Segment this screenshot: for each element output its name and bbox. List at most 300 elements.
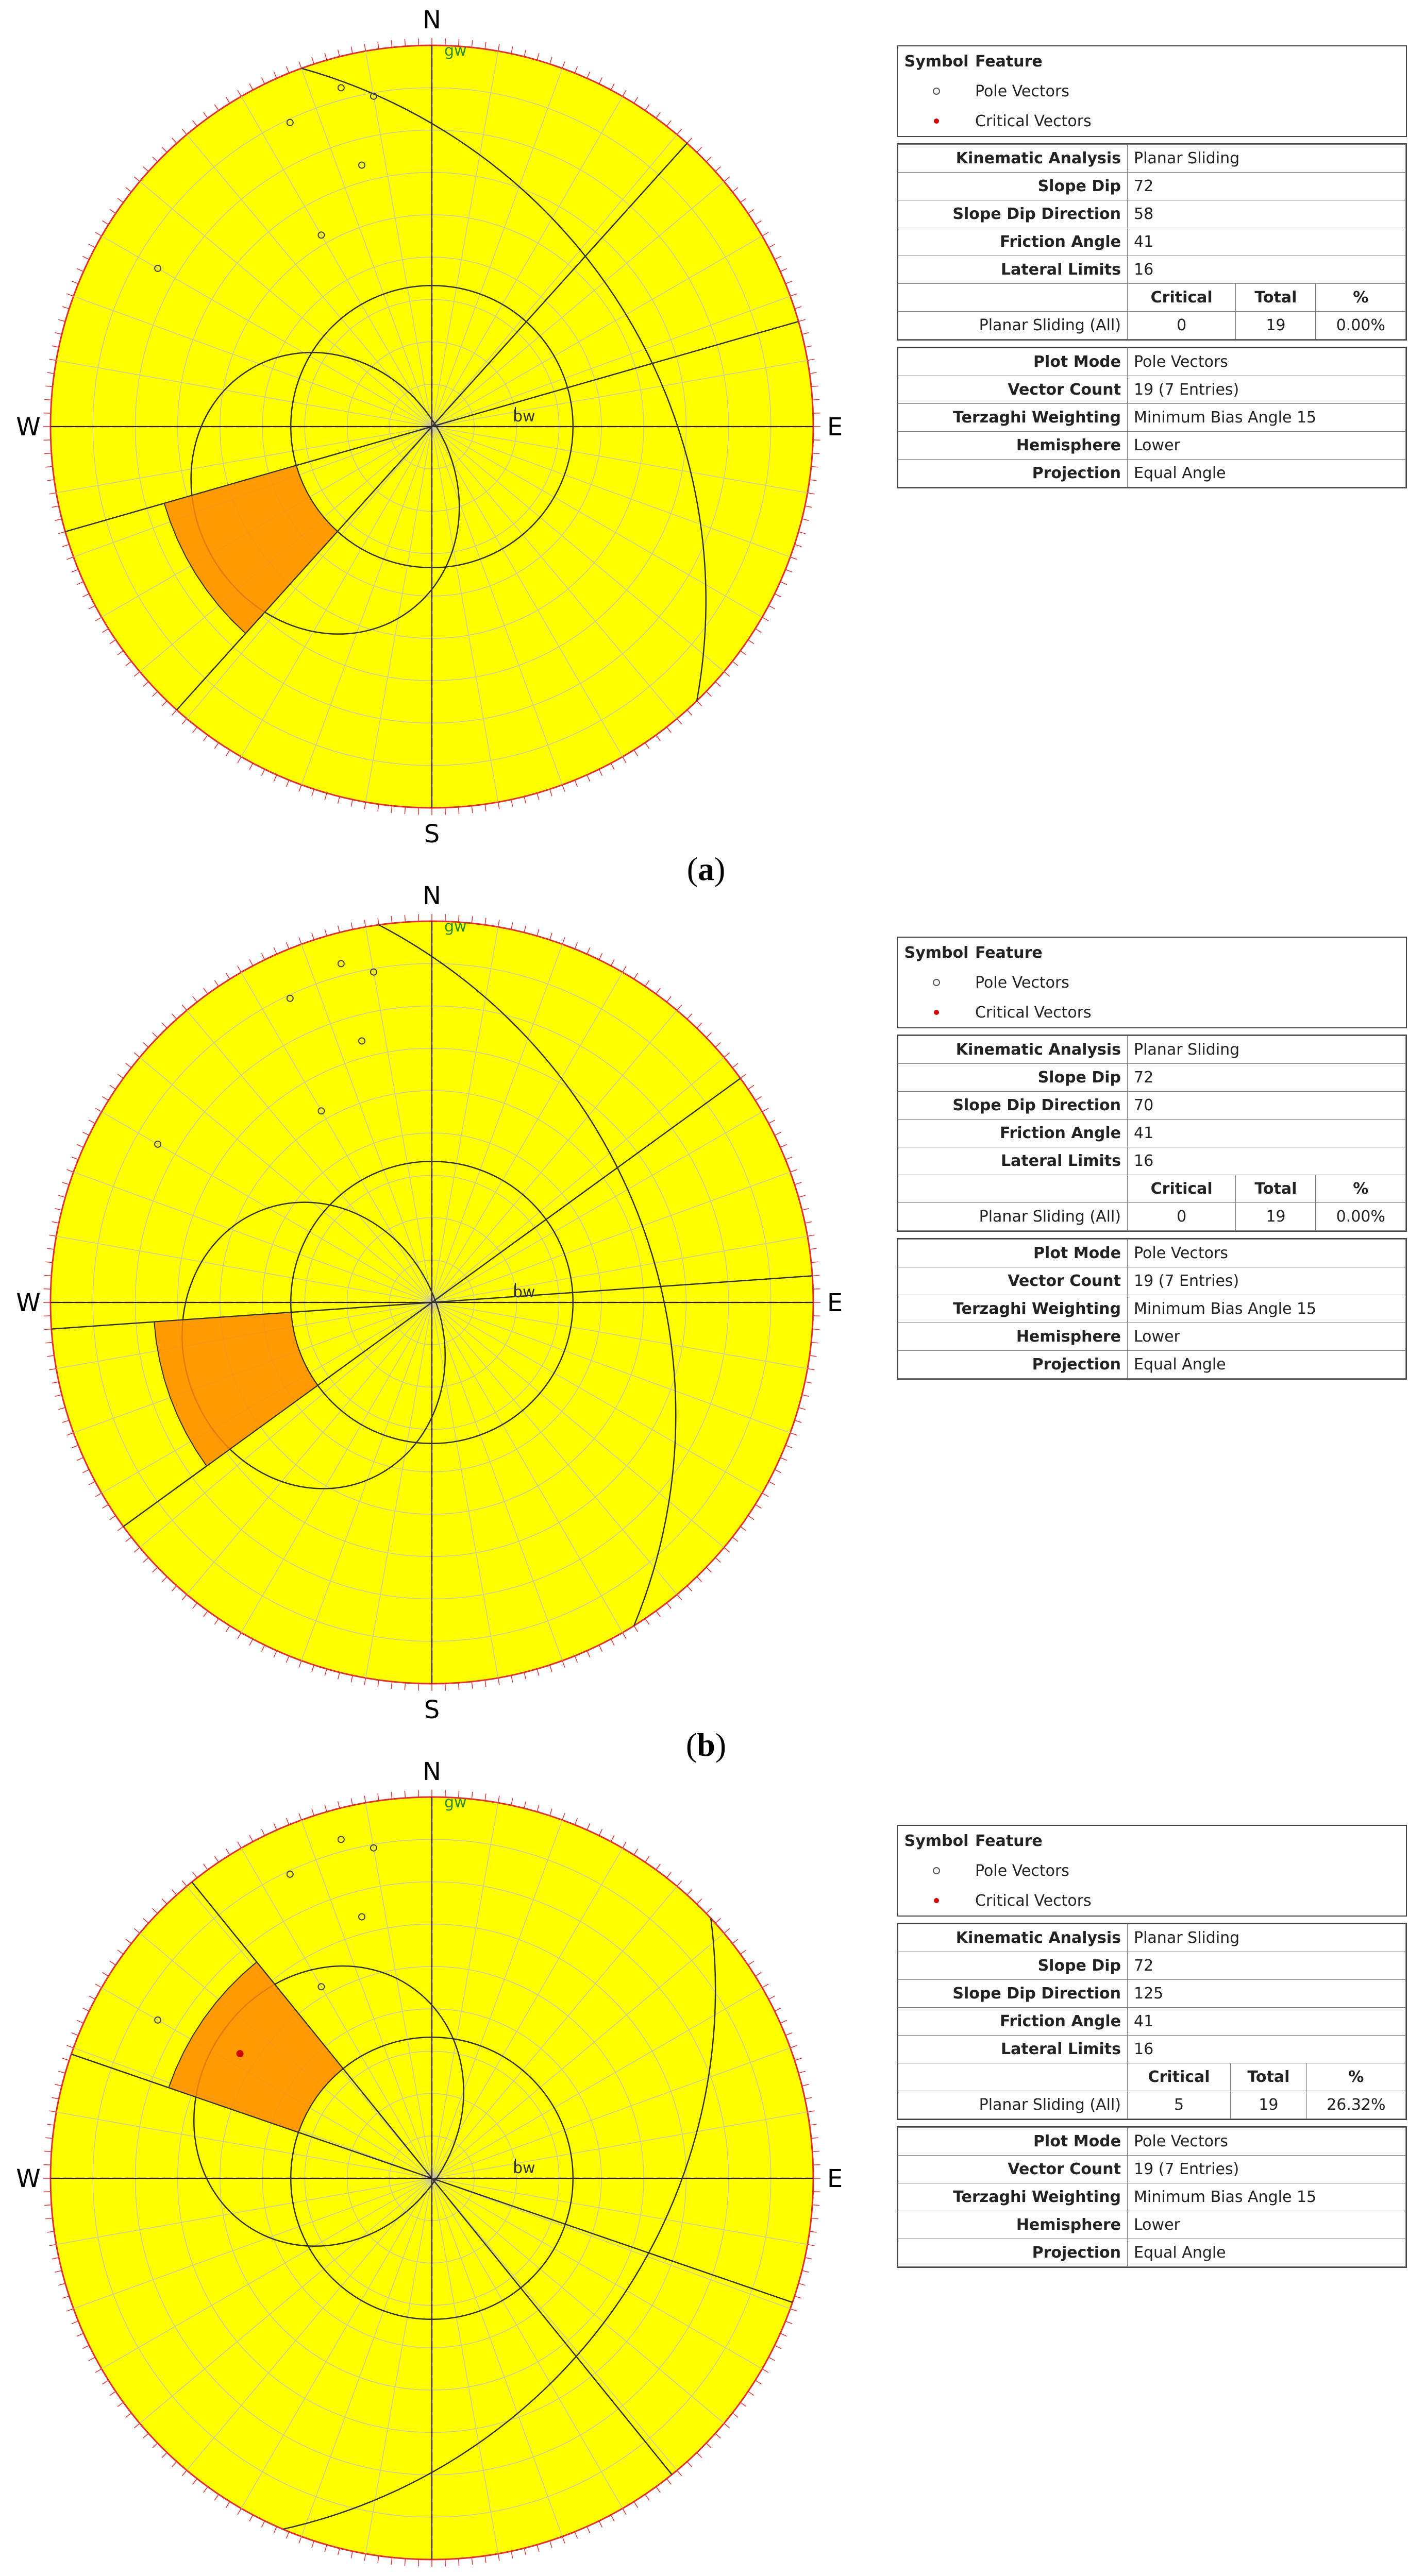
perimeter-tick [72,2033,78,2036]
perimeter-tick [810,480,817,481]
perimeter-tick [126,1063,131,1068]
perimeter-tick [524,1801,526,1808]
perimeter-tick [391,40,392,47]
plot-settings-table: Plot Mode Pole Vectors Vector Count 19 (7 Entries) Terzaghi Weighting Minimum Bias Angle 15 Hemisphere Lower Projection Equal Angle [897,1238,1407,1380]
perimeter-tick [748,1961,754,1965]
perimeter-tick [537,1669,539,1675]
perimeter-tick [599,953,602,960]
perimeter-tick [153,691,158,697]
perimeter-tick [623,90,626,96]
perimeter-tick [795,307,801,309]
perimeter-tick [338,49,340,57]
perimeter-tick [562,2536,565,2543]
perimeter-tick [780,2020,787,2023]
perimeter-tick [204,1611,208,1617]
perimeter-tick [724,1053,730,1057]
perimeter-tick [52,1222,59,1223]
perimeter-tick [126,662,131,666]
perimeter-tick [802,2084,809,2086]
perimeter-tick [611,2515,614,2521]
perimeter-tick [118,2402,123,2406]
perimeter-tick [715,2433,720,2438]
perimeter-tick [550,2541,552,2548]
perimeter-tick [667,1872,672,1878]
perimeter-tick [238,90,241,96]
perimeter-tick [391,1792,392,1799]
gw-marker: gw [444,918,467,936]
perimeter-tick [798,1408,805,1410]
perimeter-tick [575,1656,577,1663]
perimeter-tick [134,177,140,181]
perimeter-tick [82,256,89,259]
perimeter-tick [808,359,815,360]
perimeter-tick [77,1458,83,1461]
perimeter-tick [226,97,229,104]
perimeter-tick [182,1005,187,1010]
perimeter-tick [118,651,123,655]
perimeter-tick [49,2244,56,2245]
perimeter-tick [697,1899,702,1904]
compass-west: W [16,413,41,442]
critical-vector-symbol [934,118,939,124]
perimeter-tick [391,916,392,923]
perimeter-tick [785,1445,792,1448]
perimeter-tick [44,1275,52,1276]
perimeter-tick [634,2502,638,2508]
perimeter-tick [312,57,314,64]
perimeter-tick [775,256,781,259]
perimeter-tick [775,2008,781,2011]
perimeter-tick [575,2532,577,2538]
perimeter-tick [795,1420,801,1422]
perimeter-tick [511,1675,513,1683]
perimeter-tick [677,129,682,134]
perimeter-tick [47,1355,54,1357]
perimeter-tick [599,2521,602,2528]
perimeter-tick [741,2402,746,2406]
perimeter-tick [249,2515,253,2521]
perimeter-tick [768,1481,775,1485]
symbol-legend: Symbol Feature Pole Vectors Critical Vectors [897,45,1407,137]
perimeter-tick [351,1798,353,1805]
perimeter-tick [785,2033,792,2036]
perimeter-tick [204,988,208,994]
perimeter-tick [790,1170,797,1172]
perimeter-tick [89,1996,95,1999]
perimeter-tick [351,800,353,807]
perimeter-tick [498,1678,499,1685]
perimeter-tick [667,996,672,1002]
perimeter-tick [697,2452,702,2458]
perimeter-tick [58,1408,65,1410]
perimeter-tick [126,188,131,192]
perimeter-tick [249,1835,253,1841]
perimeter-tick [808,1368,815,1369]
perimeter-tick [193,1603,197,1608]
perimeter-tick [214,2494,219,2500]
perimeter-tick [378,1680,379,1687]
perimeter-tick [274,775,277,782]
perimeter-tick [338,796,340,804]
perimeter-tick [805,2258,812,2259]
perimeter-tick [162,1577,167,1582]
perimeter-tick [812,1329,819,1330]
perimeter-tick [58,2283,65,2285]
perimeter-tick [95,232,102,236]
perimeter-tick [785,569,792,572]
perimeter-tick [338,2548,340,2555]
perimeter-tick [82,1469,89,1472]
perimeter-tick [249,83,253,90]
perimeter-tick [52,506,59,507]
legend-a [897,45,1407,495]
perimeter-tick [162,701,167,706]
perimeter-tick [62,1420,69,1422]
perimeter-tick [756,2380,762,2384]
perimeter-tick [550,1665,552,1672]
perimeter-tick [697,701,702,706]
perimeter-tick [58,532,65,534]
perimeter-tick [49,1368,56,1369]
perimeter-tick [72,1445,78,1448]
perimeter-tick [182,2470,187,2476]
perimeter-tick [44,399,52,400]
stereonet-c [0,1752,886,2576]
perimeter-tick [785,281,792,284]
perimeter-tick [498,44,499,51]
perimeter-tick [798,2071,805,2073]
perimeter-tick [172,2462,176,2467]
perimeter-tick [261,77,264,84]
perimeter-tick [226,1849,229,1855]
perimeter-tick [52,346,59,347]
perimeter-tick [677,1880,682,1886]
perimeter-tick [299,61,301,68]
perimeter-tick [511,2551,513,2558]
perimeter-tick [364,920,365,927]
perimeter-tick [44,1329,52,1330]
perimeter-tick [299,785,301,791]
perimeter-tick [715,1918,720,1923]
compass-east: E [827,2164,843,2193]
pole-vector-symbol [933,1867,940,1874]
compass-south: S [424,820,440,849]
perimeter-tick [66,1170,73,1172]
perimeter-tick [732,1939,738,1944]
perimeter-tick [537,53,539,60]
perimeter-tick [634,97,638,104]
perimeter-tick [47,2231,54,2232]
perimeter-tick [95,1493,102,1497]
perimeter-tick [110,1516,116,1520]
perimeter-tick [762,1493,768,1497]
perimeter-tick [697,147,702,152]
perimeter-tick [351,922,353,929]
perimeter-tick [274,1651,277,1657]
perimeter-tick [798,319,805,321]
perimeter-tick [287,2532,289,2538]
perimeter-tick [172,1586,176,1591]
perimeter-tick [587,1823,590,1830]
perimeter-tick [537,1805,539,1811]
perimeter-tick [623,2509,626,2515]
perimeter-tick [724,177,730,181]
perimeter-tick [82,2345,89,2348]
perimeter-tick [338,1672,340,1680]
perimeter-tick [153,1567,158,1572]
perimeter-tick [623,966,626,972]
perimeter-tick [325,2545,327,2551]
perimeter-tick [550,57,552,64]
stereonet-a [0,0,886,855]
perimeter-tick [95,1984,102,1988]
perimeter-tick [802,333,809,334]
perimeter-tick [623,1633,626,1639]
perimeter-tick [103,629,109,632]
perimeter-tick [706,1032,711,1038]
perimeter-tick [805,1382,812,1383]
perimeter-tick [634,1626,638,1632]
perimeter-tick [66,2309,73,2311]
perimeter-tick [204,112,208,118]
perimeter-tick [118,1074,123,1078]
perimeter-tick [62,2296,69,2298]
perimeter-tick [485,1793,486,1801]
critical-vector-symbol [934,1010,939,1015]
perimeter-tick [511,1798,513,1805]
compass-west: W [16,2164,41,2193]
perimeter-tick [58,2071,65,2073]
perimeter-tick [89,1120,95,1124]
perimeter-tick [226,2502,229,2508]
perimeter-tick [143,166,148,171]
perimeter-tick [55,1209,62,1210]
perimeter-tick [768,1120,775,1124]
kinematic-table: Kinematic Analysis Planar Sliding Slope Dip 72 Slope Dip Direction 125 Friction Angle 41 Lateral Limits 16 Critical Total % Planar Sliding (All) 5 19 26.32% [897,1923,1407,2120]
perimeter-tick [790,2045,797,2048]
perimeter-tick [756,1504,762,1508]
perimeter-tick [485,42,486,49]
compass-north: N [423,882,441,910]
gw-marker: gw [444,42,467,60]
caption-a: (a) [686,851,726,887]
perimeter-tick [378,2556,379,2563]
perimeter-tick [204,2487,208,2493]
perimeter-tick [378,42,379,49]
perimeter-tick [261,769,264,776]
perimeter-tick [812,1275,819,1276]
perimeter-tick [72,1157,78,1160]
perimeter-tick [62,1182,69,1184]
bw-marker: bw [513,408,535,426]
perimeter-tick [52,2258,59,2259]
perimeter-tick [143,682,148,686]
perimeter-tick [126,2413,131,2418]
perimeter-tick [611,83,614,90]
perimeter-tick [238,2509,241,2515]
perimeter-tick [55,2270,62,2272]
perimeter-tick [562,937,565,944]
perimeter-tick [780,2333,787,2336]
perimeter-tick [808,1235,815,1236]
perimeter-tick [802,2270,809,2272]
perimeter-tick [524,925,526,933]
perimeter-tick [153,157,158,162]
perimeter-tick [134,672,140,676]
perimeter-tick [378,804,379,811]
perimeter-tick [724,1928,730,1933]
perimeter-tick [798,2283,805,2285]
perimeter-tick [762,1984,768,1988]
perimeter-tick [77,2020,83,2023]
perimeter-tick [498,920,499,927]
perimeter-tick [55,2084,62,2086]
perimeter-tick [550,1809,552,1816]
perimeter-tick [550,933,552,940]
perimeter-tick [312,933,314,940]
pole-vector-symbol [933,979,940,986]
perimeter-tick [89,2357,95,2361]
perimeter-tick [656,988,660,994]
perimeter-tick [768,605,775,609]
perimeter-tick [193,121,197,126]
perimeter-tick [182,1880,187,1886]
perimeter-tick [623,757,626,763]
perimeter-tick [808,2244,815,2245]
plot-settings-table: Plot Mode Pole Vectors Vector Count 19 (7 Entries) Terzaghi Weighting Minimum Bias Angle 15 Hemisphere Lower Projection Equal Angle [897,2126,1407,2268]
perimeter-tick [645,1856,649,1862]
perimeter-tick [498,802,499,809]
perimeter-tick [498,1795,499,1803]
perimeter-tick [364,1795,365,1803]
perimeter-tick [732,2413,738,2418]
perimeter-tick [623,1842,626,1848]
perimeter-tick [118,1527,123,1531]
perimeter-tick [706,691,711,697]
perimeter-tick [575,780,577,787]
perimeter-tick [741,1074,746,1078]
perimeter-tick [805,1222,812,1223]
perimeter-tick [58,1195,65,1197]
perimeter-tick [62,545,69,547]
perimeter-tick [261,2521,264,2528]
perimeter-tick [587,775,590,782]
perimeter-tick [645,742,649,749]
perimeter-tick [172,1014,176,1019]
perimeter-tick [741,1527,746,1531]
perimeter-tick [748,1516,754,1520]
symbol-legend: Symbol Feature Pole Vectors Critical Vectors [897,1825,1407,1917]
perimeter-tick [287,1818,289,1825]
perimeter-tick [143,1918,148,1923]
perimeter-tick [667,727,672,733]
perimeter-tick [134,1548,140,1552]
perimeter-tick [798,1195,805,1197]
perimeter-tick [756,221,762,224]
perimeter-tick [812,453,819,454]
perimeter-tick [153,1908,158,1913]
perimeter-tick [687,1890,692,1895]
perimeter-tick [511,922,513,929]
perimeter-tick [72,281,78,284]
perimeter-tick [58,319,65,321]
perimeter-tick [768,2357,775,2361]
compass-east: E [827,413,843,442]
perimeter-tick [498,2554,499,2561]
perimeter-tick [706,2443,711,2448]
perimeter-tick [756,629,762,632]
perimeter-tick [299,937,301,944]
perimeter-tick [238,757,241,763]
perimeter-tick [687,2462,692,2467]
perimeter-tick [110,2392,116,2396]
perimeter-tick [810,2124,817,2125]
perimeter-tick [485,2556,486,2563]
perimeter-tick [706,1567,711,1572]
perimeter-tick [656,2487,660,2493]
perimeter-tick [391,1682,392,1689]
perimeter-tick [775,1469,781,1472]
perimeter-tick [790,2309,797,2311]
perimeter-tick [756,1096,762,1100]
perimeter-tick [214,742,219,749]
perimeter-tick [802,1209,809,1210]
perimeter-tick [634,1849,638,1855]
perimeter-tick [762,2369,768,2372]
perimeter-tick [45,1342,53,1343]
perimeter-tick [110,1961,116,1965]
perimeter-tick [153,2443,158,2448]
perimeter-tick [697,1023,702,1028]
perimeter-tick [261,1645,264,1652]
perimeter-tick [77,582,83,585]
perimeter-tick [312,2541,314,2548]
legend-c [897,1825,1407,2274]
perimeter-tick [214,1856,219,1862]
perimeter-tick [748,1085,754,1089]
perimeter-tick [748,209,754,213]
symbol-legend: Symbol Feature Pole Vectors Critical Vectors [897,937,1407,1028]
pole-vector-symbol [933,88,940,95]
perimeter-tick [645,980,649,987]
perimeter-tick [748,640,754,644]
perimeter-tick [732,662,738,666]
perimeter-tick [599,1829,602,1836]
perimeter-tick [798,532,805,534]
perimeter-tick [134,1928,140,1933]
perimeter-tick [364,2554,365,2561]
perimeter-tick [741,1950,746,1954]
perimeter-tick [89,244,95,248]
perimeter-tick [299,1813,301,1820]
perimeter-tick [634,973,638,979]
perimeter-tick [193,727,197,733]
perimeter-tick [775,594,781,597]
perimeter-tick [325,1805,327,1811]
perimeter-tick [511,800,513,807]
perimeter-tick [645,105,649,111]
perimeter-tick [338,925,340,933]
stereonet-graphics-b [43,914,820,1691]
perimeter-tick [312,1809,314,1816]
perimeter-tick [66,294,73,296]
perimeter-tick [351,2551,353,2558]
perimeter-tick [153,1032,158,1038]
perimeter-tick [611,1639,614,1645]
perimeter-tick [55,519,62,520]
perimeter-tick [325,53,327,60]
perimeter-tick [706,1908,711,1913]
